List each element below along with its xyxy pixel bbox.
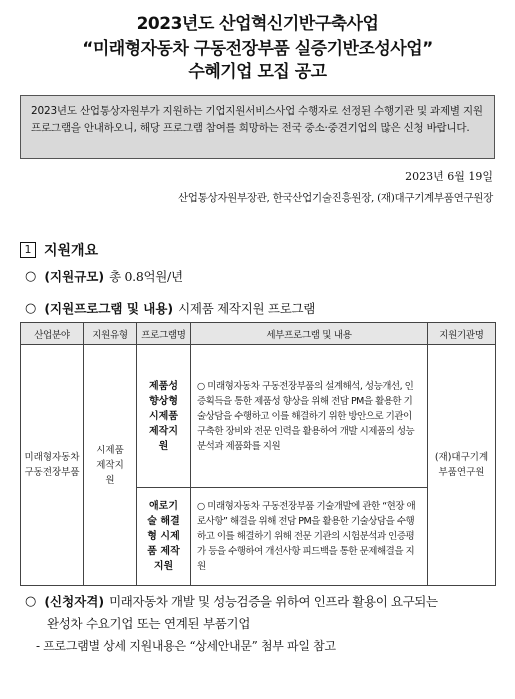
support-scale-label: (지원규모)	[44, 269, 105, 284]
circle-bullet-icon: ○	[25, 593, 37, 609]
program-table	[20, 322, 496, 586]
section-title: 지원개요	[44, 243, 99, 259]
eligibility-item	[25, 592, 438, 610]
agency-cell: (재)대구기계부품연구원	[428, 345, 496, 586]
header-program-detail: 세부프로그램 및 내용	[191, 323, 428, 345]
section-heading	[20, 240, 98, 260]
header-program-name: 프로그램명	[137, 323, 191, 345]
announcement-date: 2023년 6월 19일	[405, 170, 493, 183]
header-support-type: 지원유형	[84, 323, 137, 345]
program-detail-cell: ○ 미래형자동차 구동전장부품의 설계해석, 성능개선, 인증획득을 통한 제품성 향상을 위해 전담 PM을 활용한 기술상담을 수행하고 이를 해결하기 위한 방안으로 기관이 구축한 장비와 전문 인력을 활용하여 개발 시제품의 성능분석과 제품화를 지원	[191, 345, 428, 488]
header-industry: 산업분야	[21, 323, 84, 345]
title-line-2: “미래형자동차 구동전장부품 실증기반조성사업”	[82, 39, 433, 59]
title-line-3: 수혜기업 모집 공고	[188, 62, 327, 82]
circle-bullet-icon: ○	[25, 268, 37, 284]
support-program-label: (지원프로그램 및 내용)	[44, 301, 174, 316]
support-scale-item	[25, 267, 183, 285]
title-line-1: 2023년도 산업혁신기반구축사업	[136, 14, 379, 34]
table-row	[21, 345, 496, 488]
support-program-text: 시제품 제작지원 프로그램	[178, 301, 316, 316]
support-type-cell: 시제품 제작지원	[84, 345, 137, 586]
eligibility-label: (신청자격)	[44, 594, 105, 609]
program-name-cell: 제품성 향상형 시제품 제작지원	[137, 345, 191, 488]
attachment-note: - 프로그램별 상세 지원내용은 “상세안내문” 첨부 파일 참고	[36, 639, 336, 653]
support-program-item	[25, 299, 315, 317]
support-scale-text: 총 0.8억원/년	[109, 269, 183, 284]
program-detail-cell: ○ 미래형자동차 구동전장부품 기술개발에 관한 “현장 애로사항” 해결을 위해 전담 PM을 활용한 기술상담을 수행하고 이를 해결하기 위해 전문 기관의 시험분석과 인증평가 등을 수행하여 개선사항 피드백을 통한 문제해결을 지원	[191, 488, 428, 586]
issuing-organizations: 산업통상자원부장관, 한국산업기술진흥원장, (재)대구기계부품연구원장	[177, 192, 493, 204]
section-number-box: 1	[20, 242, 36, 258]
program-name-cell: 애로기술 해결형 시제품 제작지원	[137, 488, 191, 586]
eligibility-text: 미래자동차 개발 및 성능검증을 위하여 인프라 활용이 요구되는	[109, 594, 438, 609]
circle-bullet-icon: ○	[25, 300, 37, 316]
header-agency: 지원기관명	[428, 323, 496, 345]
eligibility-text-continued: 완성차 수요기업 또는 연계된 부품기업	[47, 616, 251, 631]
industry-cell: 미래형자동차 구동전장부품	[21, 345, 84, 586]
table-header-row	[21, 323, 496, 345]
notice-box: 2023년도 산업통상자원부가 지원하는 기업지원서비스사업 수행자로 선정된 수행기관 및 과제별 지원 프로그램을 안내하오니, 해당 프로그램 참여를 희망하는 전국 중소·중견기업의 많은 신청 바랍니다.	[20, 95, 495, 159]
